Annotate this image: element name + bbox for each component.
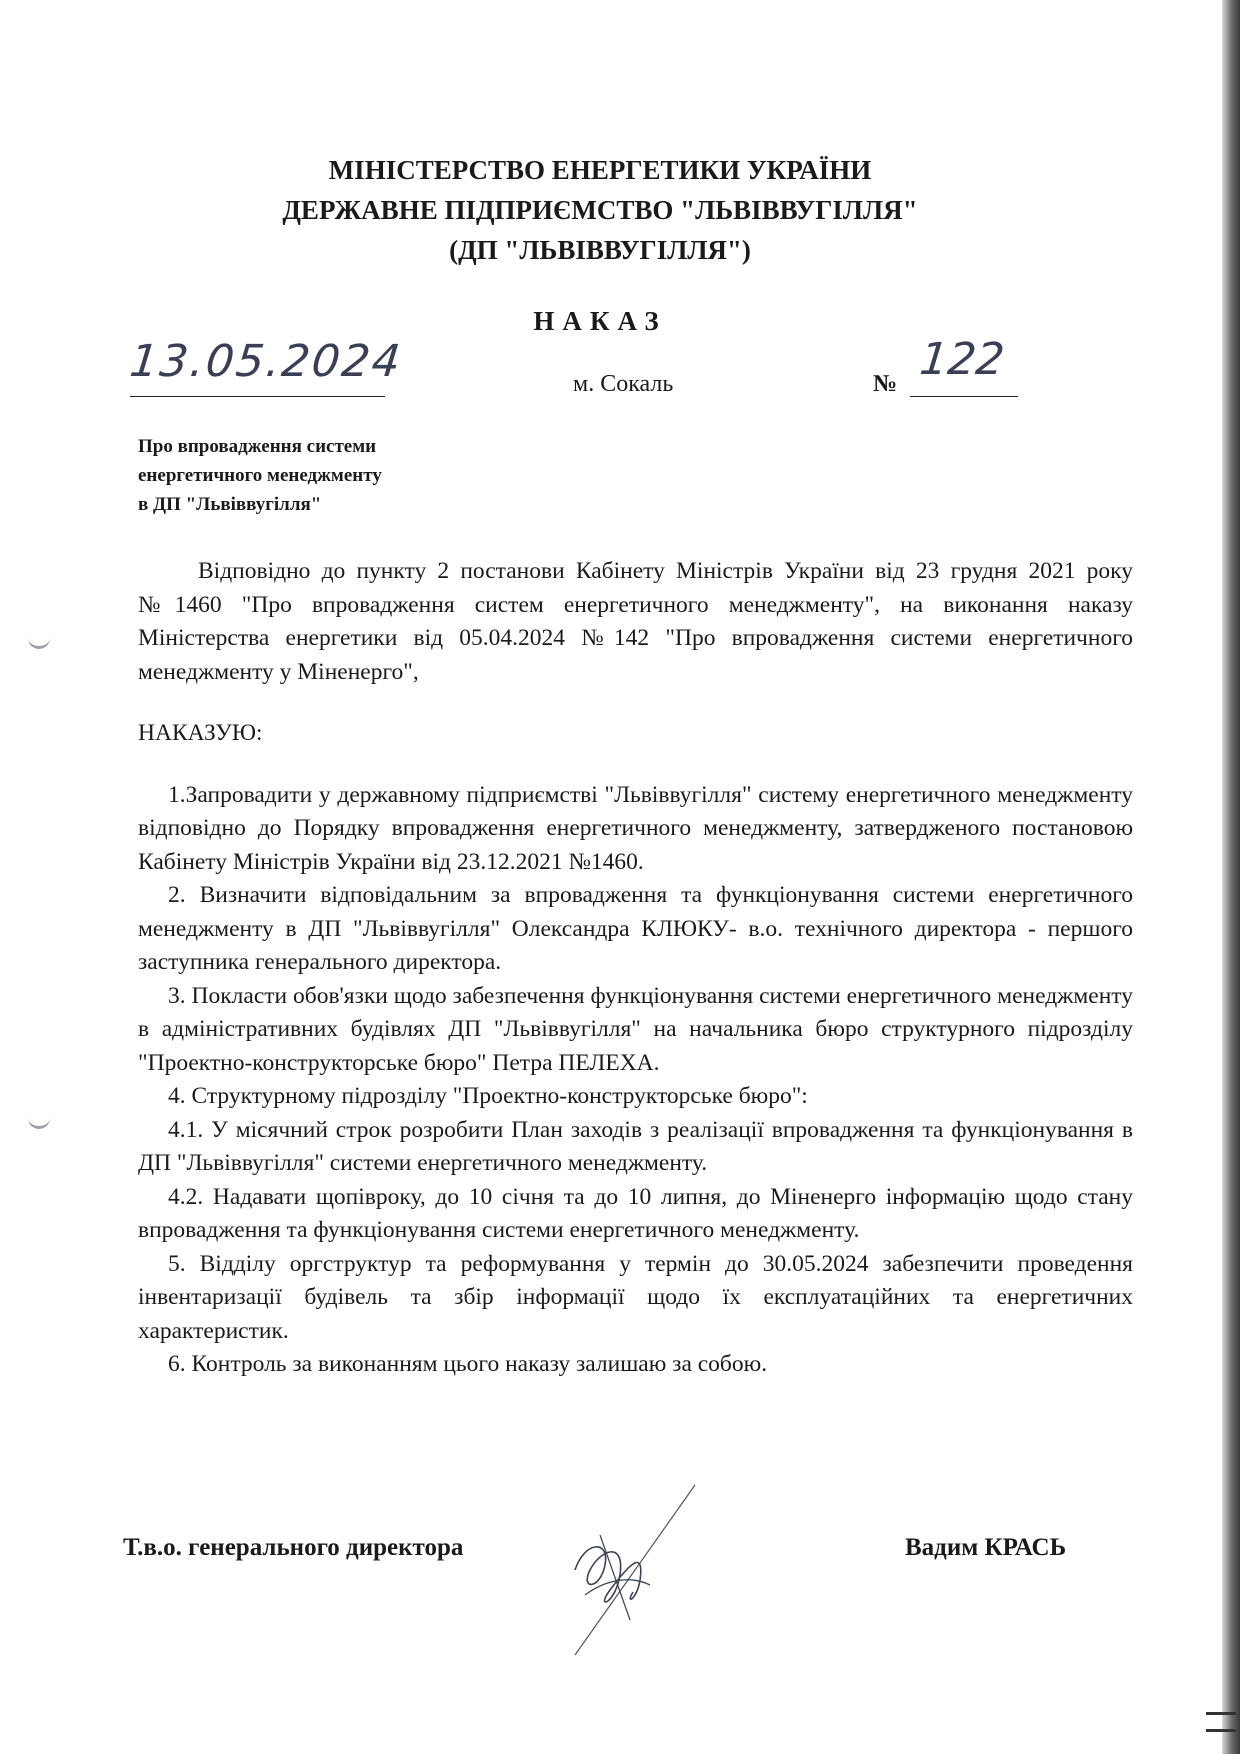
letterhead bbox=[150, 150, 1050, 270]
ministry-name: МІНІСТЕРСТВО ЕНЕРГЕТИКИ УКРАЇНИ bbox=[328, 155, 872, 185]
handwritten-number: 122 bbox=[917, 334, 1007, 385]
signatory-title: Т.в.о. генерального директора bbox=[123, 1534, 464, 1561]
city-label: м. Сокаль bbox=[573, 371, 674, 397]
handwritten-date: 13.05.2024 bbox=[127, 336, 405, 387]
order-body bbox=[138, 555, 1133, 1382]
order-item: 3. Покласти обов'язки щодо забезпечення функціонування системи енергетичного менеджменту в адміністративних будівлях ДП "Львіввугілля" на начальника бюро структурного підрозділу "Проектно-конструкторське бюро" Петра ПЕЛЕХА. bbox=[138, 982, 1133, 1076]
order-item: 4.2. Надавати щопівроку, до 10 січня та до 10 липня, до Міненерго інформацію щодо стану впровадження та функціонування системи енергетичного менеджменту. bbox=[138, 1183, 1133, 1243]
number-label: № bbox=[873, 371, 898, 397]
handwritten-signature bbox=[555, 1480, 705, 1660]
scan-edge-shadow bbox=[1222, 0, 1240, 1754]
subject-line: в ДП "Львіввугілля" bbox=[138, 494, 322, 515]
signatory-name: Вадим КРАСЬ bbox=[905, 1534, 1067, 1561]
document-title: НАКАЗ bbox=[533, 306, 667, 336]
punch-hole-mark bbox=[28, 1112, 50, 1129]
subject-line: енергетичного менеджменту bbox=[138, 465, 382, 486]
scan-edge-mark bbox=[1206, 1712, 1236, 1732]
preamble-paragraph: Відповідно до пункту 2 постанови Кабінету Міністрів України від 23 грудня 2021 року №1460 "Про впровадження систем енергетичного менеджменту", на виконання наказу Міністерства енергетики від 05.04.2024 №142 "Про впровадження системи енергетичного менеджменту у Міненерго", bbox=[138, 558, 1133, 685]
order-item: 6. Контроль за виконанням цього наказу залишаю за собою. bbox=[168, 1351, 768, 1377]
number-field bbox=[910, 334, 1018, 397]
subject-line: Про впровадження системи bbox=[138, 436, 377, 457]
order-item: 2. Визначити відповідальним за впровадження та функціонування системи енергетичного менеджменту в ДП "Львіввугілля" Олександра КЛЮКУ- в.о. технічного директора - першого заступника генерального директора. bbox=[138, 882, 1133, 975]
enterprise-short-name: (ДП "ЛЬВІВВУГІЛЛЯ") bbox=[449, 235, 751, 265]
order-item: 4. Структурному підрозділу "Проектно-конструкторське бюро": bbox=[168, 1083, 808, 1109]
punch-hole-mark bbox=[28, 632, 50, 649]
order-item: 5. Відділу оргструктур та реформування у термін до 30.05.2024 забезпечити проведення інвентаризації будівель та збір інформації щодо їх експлуатаційних та енергетичних характеристик. bbox=[138, 1250, 1133, 1344]
orders-heading: НАКАЗУЮ: bbox=[138, 720, 263, 746]
order-subject bbox=[138, 432, 478, 519]
order-item: 4.1. У місячний строк розробити План заходів з реалізації впровадження та функціонування в ДП "Львіввугілля" системи енергетичного менеджменту. bbox=[138, 1116, 1133, 1176]
date-field bbox=[127, 336, 405, 397]
order-item: 1.Запровадити у державному підприємстві "Львіввугілля" систему енергетичного менеджменту відповідно до Порядку впровадження енергетичного менеджменту, затвердженого постановою Кабінету Міністрів України від 23.12.2021 №1460. bbox=[138, 781, 1133, 875]
enterprise-name: ДЕРЖАВНЕ ПІДПРИЄМСТВО "ЛЬВІВВУГІЛЛЯ" bbox=[282, 195, 918, 225]
